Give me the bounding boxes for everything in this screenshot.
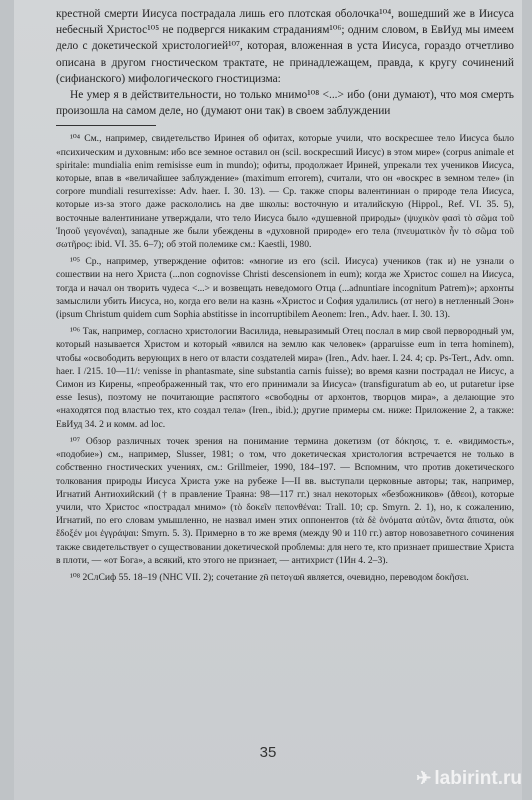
watermark-text: labirint.ru xyxy=(434,768,522,789)
main-paragraph-quote: Не умер я в действительности, но только мнимо¹⁰⁸ <...> ибо (они думают), что моя смерть произошла на самом деле, но (думают они так) в своем заблуждении xyxy=(56,89,514,118)
main-paragraph-1: крестной смерти Иисуса пострадала лишь его плотская оболочка¹⁰⁴, вошедший же в Иисуса небесный Христос¹⁰⁵ не подвергся никаким страданиям¹⁰⁶; одним словом, в ЕвИуд мы имеем дело с докетической христологией¹⁰⁷, которая, вложенная в уста Иисуса, гораздо отчетливо описана в другом гностическом трактате, не принадлежащем, правда, к кругу сочинений (сифианского) мифологического гностицизма: xyxy=(56,8,514,85)
footnotes xyxy=(56,132,514,584)
main-text xyxy=(56,6,514,119)
watermark xyxy=(416,768,522,790)
footnote-108: ¹⁰⁸ 2СлСиф 55. 18–19 (NHC VII. 2); сочетание ⲍⲛ̄ ⲡⲉⲧⲟⲩⲱⲛ̄ является, очевидно, переводом δοκῆσει. xyxy=(70,571,469,583)
page-number: 35 xyxy=(259,744,277,761)
footnote-105: ¹⁰⁵ Ср., например, утверждение офитов: «многие из его (scil. Иисуса) учеников (так и) не узнали о сошествии на него Христа (...non cognovisse Christi descensionem in eum); когда же Христос сошел на Иисуса, тогда и начал он творить чудеса <...> и возвещать неведомого Отца (...adnuntiare incognitum Patrem)»; архонты замыслили убить Иисуса, но, когда его вели на казнь «Христос и София удалились (от него) в нетленный Эон» (ipsum Christum quidem cum Sophia abstitisse in incorruptibilem Aeonem: Iren., Adv. haer. I. 30. 13). xyxy=(56,256,514,321)
footnote-106: ¹⁰⁶ Так, например, согласно христологии Василида, невыразимый Отец послал в мир свой первородный ум, который называется Христом и который «явился на землю как человек» (apparuisse eum in terra hominem), чтобы «освободить верующих в него от власти создателей мира» (Iren., Adv. haer. I. 24. 4; ср. Ps-Tert., Adv. omn. haer. I /215. 10—11/: venisse in phantasmate, sine substantia carnis fuisse); во время казни пострадал не Иисус, а Симон из Кирены, «преображенный так, что его принимали за Иисуса» (transfiguratum ab eo, ut putaretur ipse esse Iesus), поэтому не почитающие распятого «свободны от архонтов, творцов мира», а делающие это «находятся под властью тех, кто создал тела» (Iren., ibid.); другие примеры см. ниже: Приложение 2, а также: ЕвИуд 34. 2 и комм. ad loc. xyxy=(56,326,514,430)
footnote-separator xyxy=(56,125,156,126)
bird-icon: ✈ xyxy=(416,768,432,788)
footnote-107: ¹⁰⁷ Обзор различных точек зрения на понимание термина докетизм (от δόκησις, т. е. «видимость», «подобие») см., например, Slusser, 1981; о том, что докетическая христология встречается не только в собственно гностических учениях, см.: Grillmeier, 1990, 184–197. — Вспомним, что против докетического толкования природы Иисуса Христа уже на рубеже I—II вв. выступали церковные авторы; так, например, Игнатий Антиохийский († в правление Траяна: 98—117 гг.) знал некоторых «безбожников» (ἄθεοι), которые учили, что Христос «пострадал мнимо» (τὸ δοκεῖν πεπονθέναι: Trall. 10; ср. Smyrn. 2. 1), но, к сожалению, Игнатий, по его словам умышленно, не назвал имен этих оппонентов (τὰ δὲ ὀνόματα αὐτῶν, ὄντα ἄπιστα, οὐκ ἔδοξέν μοι ἐγγράψαι: Smyrn. 5. 3). Примерно в то же время (между 90 и 110 гг.) автор новозаветного сочинения также свидетельствует о существовании докетической проблемы: для него те, кто признает пришествие Христа в плоти, — «от Бога», а всякий, кто этого не признает, — антихрист (1Ин 4. 2–3). xyxy=(56,435,514,566)
book-page xyxy=(14,0,522,800)
footnote-104: ¹⁰⁴ См., например, свидетельство Иринея об офитах, которые учили, что воскресшее тело Иисуса было «психическим и духовным: ибо все земное оставил он (scil. воскресший Иисус) в этом мире» (corpus animale et spiritale: mundialia enim remisisse eum in mundo); офиты, продолжает Ириней, упрекали тех учеников Иисуса, которые, впав в «величайшее заблуждение» (maximum errorem), считали, что он «воскрес в земном теле» (in corpore mundiali resurrexisse: Adv. haer. I. 30. 13). — Ср. также споры валентиниан о природе тела Иисуса, которые из-за этого даже раскололись на две школы: восточную и италийскую (Hippol., Ref. VI. 35. 5), восточные валентиниане утверждали, что тело Иисуса было «душевной природы» (ψυχικὸν φασὶ τὸ σῶμα τοῦ Ἰησοῦ γεγονέναι), западные же были убеждены в «духовной природе» его тела (πνευματικὸν ἦν τὸ σῶμα τοῦ σωτῆρος: ibid. VI. 35. 6–7); об этой полемике см.: Kaestli, 1980. xyxy=(56,133,514,251)
